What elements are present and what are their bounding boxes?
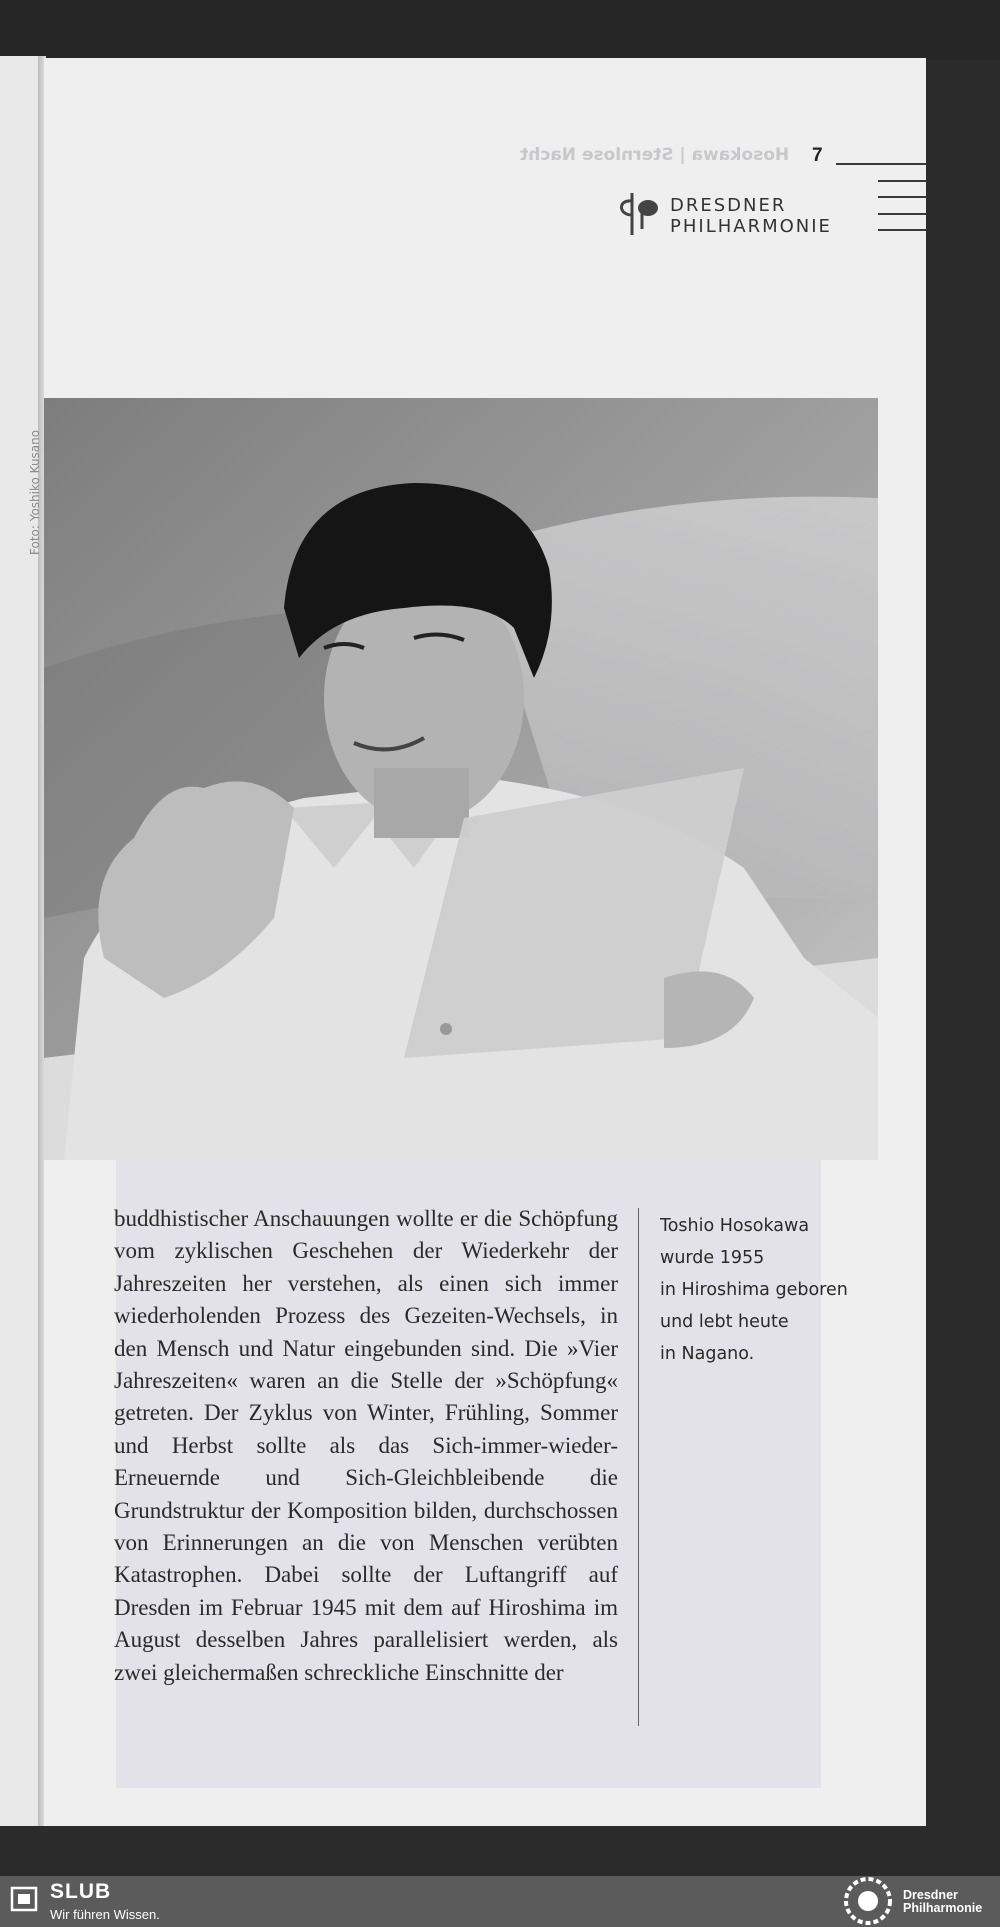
- partner-line-2: Philharmonie: [903, 1901, 983, 1915]
- article-body: buddhistischer Anschauungen wollte er die Schöpfung vom zyklischen Geschehen der Wiederkehr der Jahreszeiten her verstehen, als einen sich immer wiederholenden Prozess des Gezeiten-Wechsels, in den Mensch und Natur eingebunden sind. Die »Vier Jahreszeiten« waren an die Stelle der »Schöpfung« getreten. Der Zyklus von Winter, Frühling, Sommer und Herbst sollte als das Sich-immer-wieder-Erneuernde und Sich-Gleichbleibende die Grundstruktur der Komposition bilden, durchschossen von Erinnerungen an die von Menschen verübten Katastrophen. Dabei sollte der Luftangriff auf Dresden im Februar 1945 mit dem auf Hiroshima im August desselben Jahres parallelisiert werden, als zwei gleichermaßen schreckliche Einschnitte der: [114, 1206, 618, 1685]
- scan-background-top: [0, 0, 1000, 60]
- logo-line-1: DRESDNER: [670, 195, 787, 216]
- logo-wordmark: [670, 195, 832, 237]
- dresdner-philharmonie-logo-icon: [842, 1876, 894, 1927]
- column-divider: [638, 1208, 639, 1726]
- library-tagline: Wir führen Wissen.: [50, 1907, 160, 1922]
- slub-logo-icon: [10, 1884, 40, 1914]
- show-through-header: Hosokawa | Sternlose Nacht: [520, 145, 790, 165]
- partner-line-1: Dresdner: [903, 1888, 958, 1902]
- portrait-illustration: [44, 398, 878, 1160]
- philharmonie-logo-icon: [612, 183, 672, 239]
- partner-wordmark[interactable]: [903, 1889, 982, 1915]
- header-rule: [878, 180, 926, 182]
- header-rule: [878, 229, 926, 231]
- header-rule: [878, 213, 926, 215]
- header-rule: [836, 163, 926, 165]
- page-number: 7: [812, 145, 823, 166]
- photo-credit: Foto: Yoshiko Kusano: [28, 429, 42, 555]
- biography-sidenote: Toshio Hosokawa wurde 1955 in Hiroshima geboren und lebt heute in Nagano.: [660, 1216, 848, 1364]
- portrait-photo: [44, 398, 878, 1160]
- library-name[interactable]: SLUB: [50, 1880, 112, 1903]
- logo-line-2: PHILHARMONIE: [670, 216, 832, 237]
- header-rule: [878, 196, 926, 198]
- facing-page-edge: [0, 56, 42, 1826]
